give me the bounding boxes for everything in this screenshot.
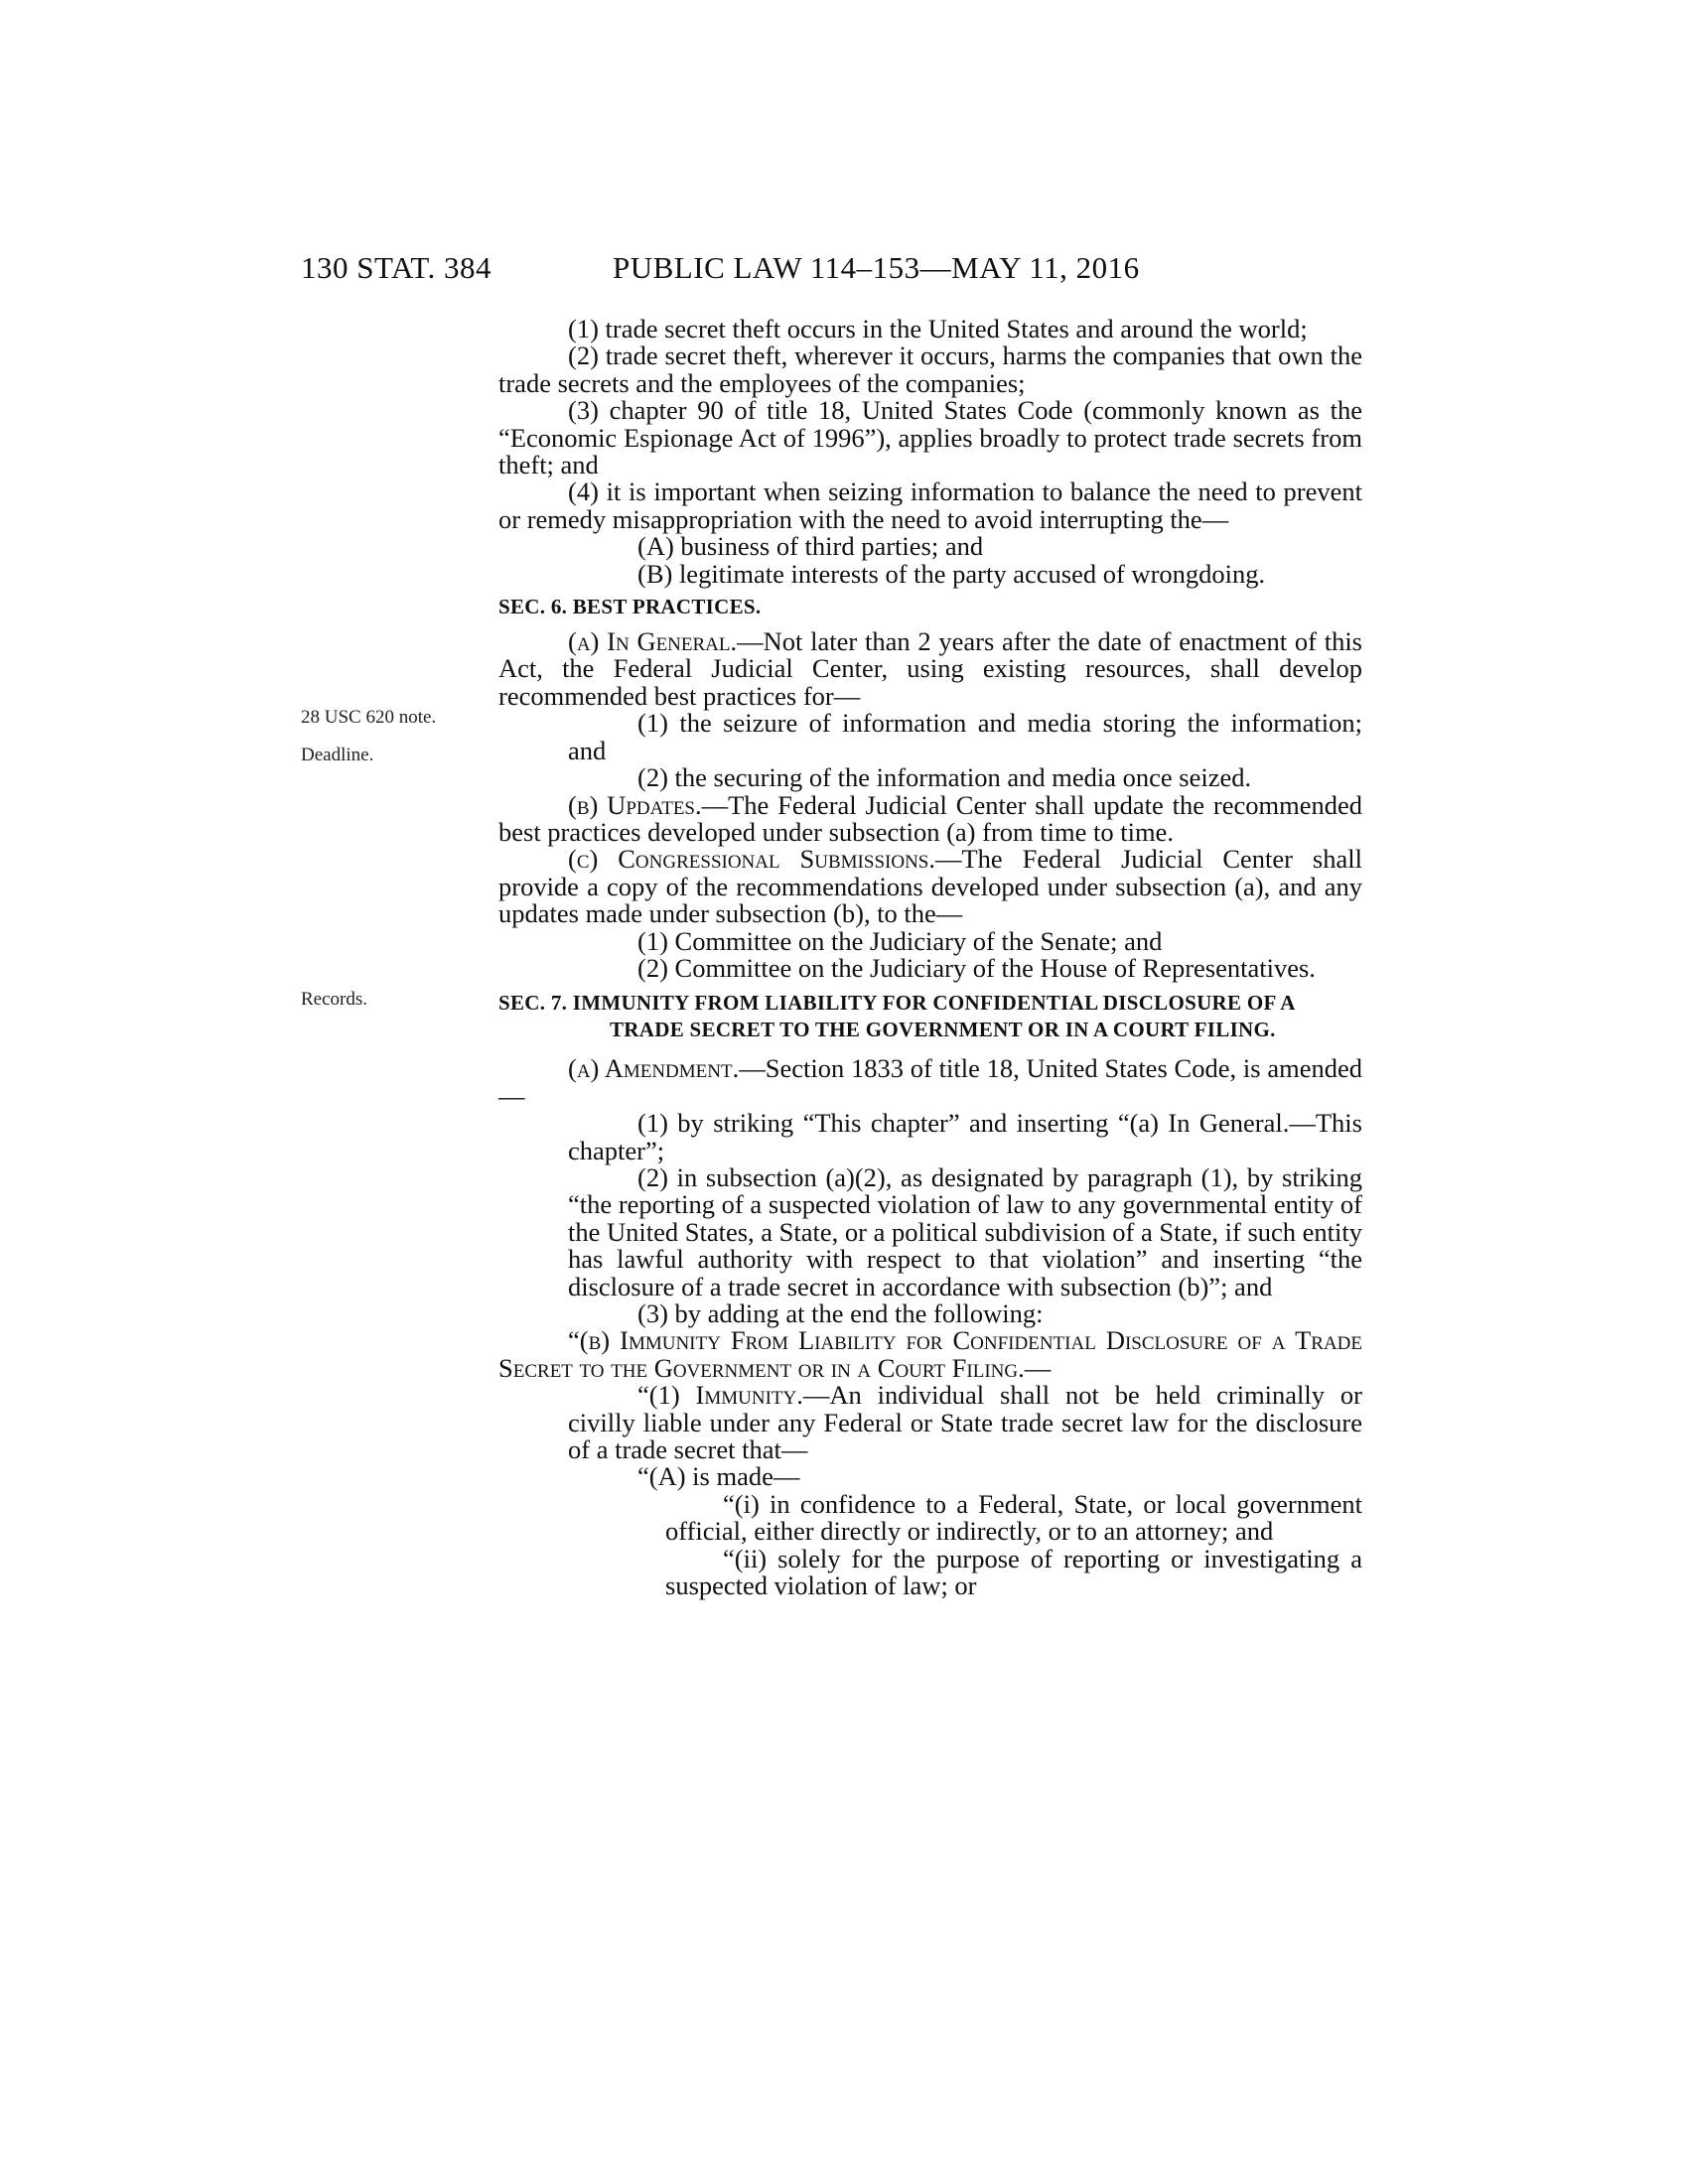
sec6-a1: (1) the seizure of information and media storing the information; and bbox=[568, 708, 1362, 765]
margin-note-usc: 28 USC 620 note. bbox=[301, 707, 437, 728]
sec6-c1: (1) Committee on the Judiciary of the Senate; and bbox=[637, 925, 1163, 956]
finding-4: (4) it is important when seizing information to balance the need to prevent or remedy misappropriation with the need to avoid interrupting the— bbox=[498, 477, 1362, 534]
sec7-heading: SEC. 7. IMMUNITY FROM LIABILITY FOR CONFIDENTIAL DISCLOSURE OF A TRADE SECRET TO THE GOVERNMENT OR IN A COURT FILING. bbox=[498, 991, 1295, 1042]
sec7-b-heading: “(b) Immunity From Liability for Confidential Disclosure of a Trade Secret to the Government or in a Court Filing.— bbox=[498, 1325, 1362, 1383]
sec6-c-text: —The Federal Judicial Center shall provide a copy of the recommendations developed under subsection (a), and any updates made under subsection (b), to the— bbox=[498, 844, 1362, 929]
finding-4-b: (B) legitimate interests of the party accused of wrongdoing. bbox=[637, 558, 1266, 589]
sec7-a-text: —Section 1833 of title 18, United States Code, is amended— bbox=[498, 1053, 1362, 1111]
finding-4-a: (A) business of third parties; and bbox=[637, 531, 984, 562]
sec6-a-text: —Not later than 2 years after the date of enactment of this Act, the Federal Judicial Center, using existing resources, shall develop recommended best practices for— bbox=[498, 626, 1362, 711]
sec6-b-label: (b) Updates. bbox=[568, 789, 702, 820]
sec6-b-text: —The Federal Judicial Center shall update the recommended best practices developed under subsection (a) from time to time. bbox=[498, 789, 1362, 847]
sec7-bAi: “(i) in confidence to a Federal, State, or local government official, either directly or indirectly, or to an attorney; and bbox=[665, 1488, 1362, 1547]
margin-note-records: Records. bbox=[301, 989, 368, 1010]
sec7-a2: (2) in subsection (a)(2), as designated by paragraph (1), by striking “the reporting of a suspected violation of law to any governmental entity of the United States, a State, or a political subdivision of a State, if such entity has lawful authority with respect to that violation” and inserting “the disclosure of a trade secret in accordance with subsection (b)”; and bbox=[568, 1161, 1362, 1301]
sec7-b1-label: “(1) Immunity. bbox=[637, 1380, 803, 1411]
sec7-a-label: (a) Amendment. bbox=[568, 1053, 740, 1084]
page-title: PUBLIC LAW 114–153—MAY 11, 2016 bbox=[613, 250, 1140, 285]
sec6-c bbox=[498, 846, 1362, 927]
sec7-a3: (3) by adding at the end the following: bbox=[637, 1298, 1044, 1328]
document-body bbox=[498, 316, 1362, 1599]
sec7-a1: (1) by striking “This chapter” and inserting “(a) In General.—This chapter”; bbox=[568, 1108, 1362, 1165]
sec6-a2: (2) the securing of the information and media once seized. bbox=[637, 762, 1252, 793]
sec7-bA: “(A) is made— bbox=[637, 1461, 800, 1492]
sec6-a-label: (a) In General. bbox=[568, 626, 738, 657]
finding-1: (1) trade secret theft occurs in the United States and around the world; bbox=[568, 314, 1308, 343]
finding-2: (2) trade secret theft, wherever it occurs, harms the companies that own the trade secrets and the employees of the companies; bbox=[498, 341, 1362, 398]
margin-note-deadline: Deadline. bbox=[301, 745, 374, 765]
sec7-b1 bbox=[568, 1382, 1362, 1463]
sec6-c2: (2) Committee on the Judiciary of the House of Representatives. bbox=[637, 952, 1316, 983]
sec7-bAii: “(ii) solely for the purpose of reporting or investigating a suspected violation of law; or bbox=[665, 1543, 1362, 1601]
sec7-a bbox=[498, 1055, 1362, 1110]
sec7-b1-text: —An individual shall not be held criminally or civilly liable under any Federal or State trade secret law for the disclosure of a trade secret that— bbox=[568, 1380, 1362, 1465]
sec6-heading: SEC. 6. BEST PRACTICES. bbox=[498, 595, 762, 619]
sec6-c-label: (c) Congressional Submissions. bbox=[568, 844, 935, 875]
sec6-a bbox=[498, 628, 1362, 710]
statute-page-number: 130 STAT. 384 bbox=[301, 250, 492, 285]
finding-3: (3) chapter 90 of title 18, United States Code (commonly known as the “Economic Espionage Act of 1996”), applies broadly to protect trade secrets from theft; and bbox=[498, 395, 1362, 480]
sec6-b bbox=[498, 789, 1362, 847]
